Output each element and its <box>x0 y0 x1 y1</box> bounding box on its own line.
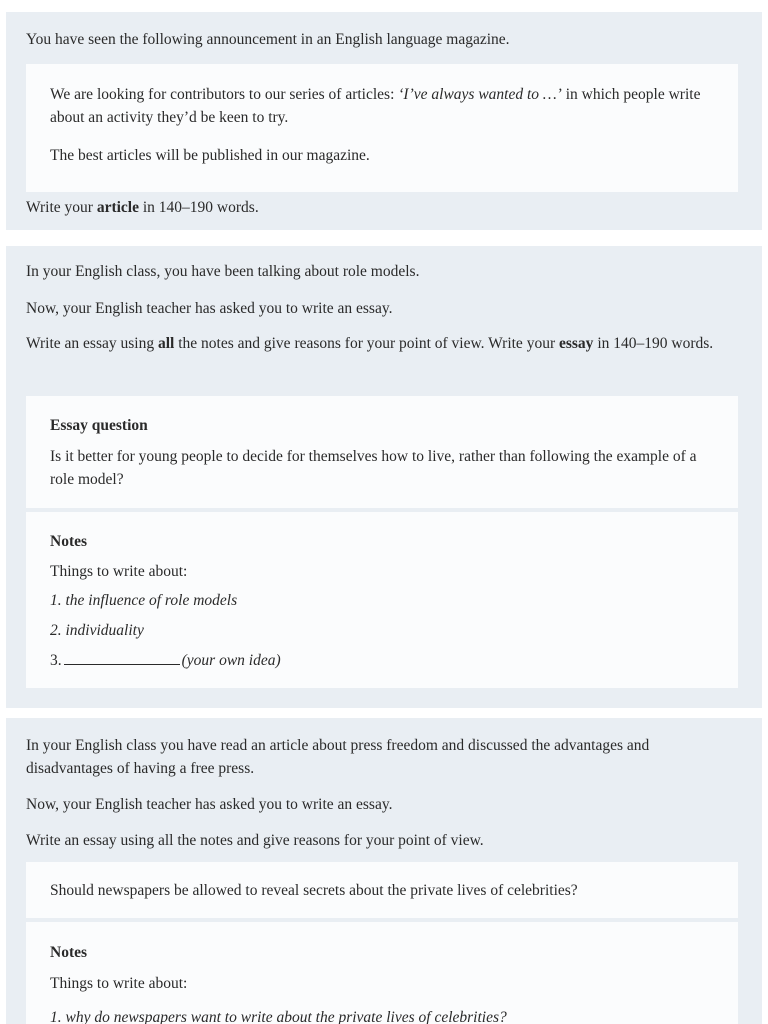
essay-question-heading: Essay question <box>50 417 148 434</box>
announcement-note: The best articles will be published in our magazine. <box>50 147 370 164</box>
essay-question-box <box>26 862 738 918</box>
notes-heading: Notes <box>50 533 88 550</box>
task2-panel <box>6 246 762 708</box>
note-item-own-idea: 3. (your own idea) <box>50 652 281 669</box>
blank-line <box>64 650 180 665</box>
note-item: 2. individuality <box>50 622 144 639</box>
task1-intro: You have seen the following announcement in an English language magazine. <box>26 31 510 48</box>
essay-question-text: Is it better for young people to decide for themselves how to live, rather than following the example of a role model? <box>50 448 697 488</box>
task2-instruction: Write an essay using all the notes and give reasons for your point of view. Write your essay in 140–190 words. <box>26 335 714 352</box>
note-item: 1. why do newspapers want to write about the private lives of celebrities? <box>50 1009 507 1024</box>
essay-question-text: Should newspapers be allowed to reveal secrets about the private lives of celebrities? <box>50 882 578 899</box>
task3-request: Now, your English teacher has asked you to write an essay. <box>26 796 393 813</box>
note-item: 1. the influence of role models <box>50 592 238 609</box>
task3-context: In your English class you have read an article about press freedom and discussed the advantages and disadvantages of having a free press. <box>26 737 650 777</box>
notes-heading: Notes <box>50 944 88 961</box>
task3-panel <box>6 718 762 1024</box>
announcement-box <box>26 64 738 192</box>
essay-question-box <box>26 396 738 508</box>
task1-panel <box>6 12 762 230</box>
task3-instruction: Write an essay using all the notes and give reasons for your point of view. <box>26 832 484 849</box>
task2-context: In your English class, you have been talking about role models. <box>26 263 420 280</box>
task2-request: Now, your English teacher has asked you to write an essay. <box>26 300 393 317</box>
notes-intro: Things to write about: <box>50 563 188 580</box>
notes-intro: Things to write about: <box>50 975 188 992</box>
notes-box <box>26 512 738 688</box>
notes-box <box>26 922 738 1024</box>
task1-instruction: Write your article in 140–190 words. <box>26 199 259 216</box>
announcement-text: We are looking for contributors to our series of articles: ‘I’ve always wanted to …’ in which people write about an activity they’d be keen to try. <box>50 86 701 126</box>
